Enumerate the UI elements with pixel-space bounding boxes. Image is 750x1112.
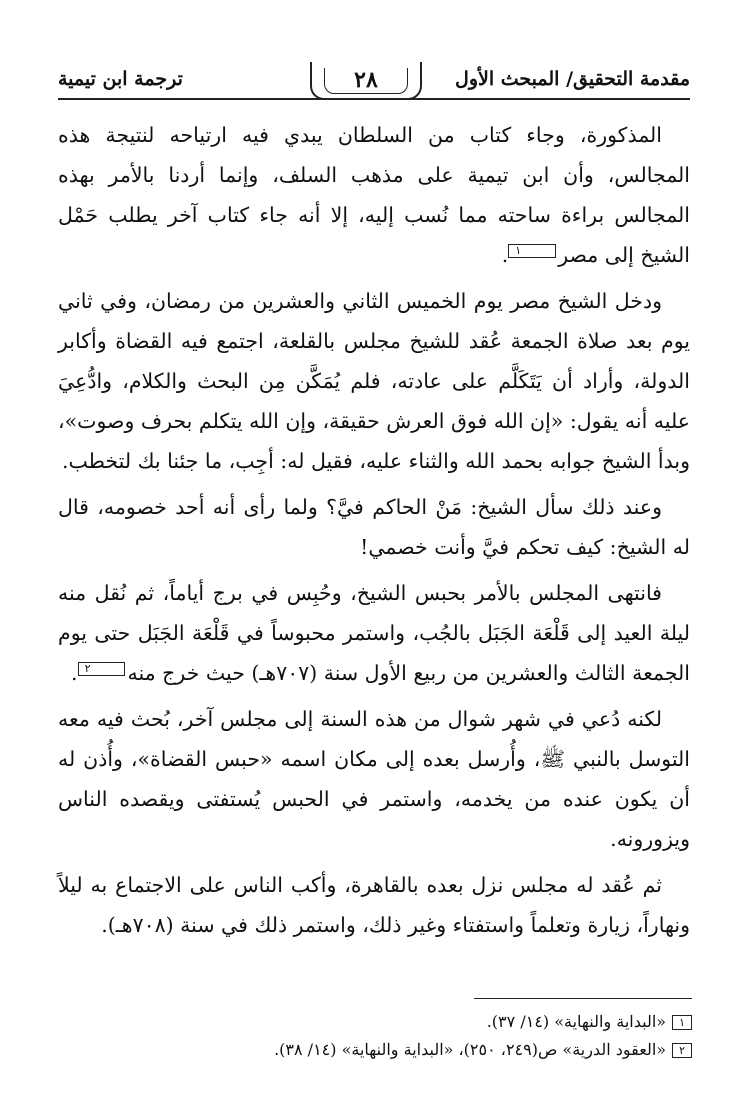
footnote-reference: ١ <box>508 244 556 258</box>
paragraph <box>58 281 690 481</box>
paragraph-tail: . <box>71 661 78 685</box>
paragraph <box>58 487 690 567</box>
footnote-number: ٢ <box>672 1043 692 1058</box>
footnote-reference: ٢ <box>78 662 126 676</box>
paragraph-tail: . <box>501 243 509 267</box>
footnote-text: «البداية والنهاية» (١٤/ ٣٧). <box>486 1012 667 1031</box>
header-divider <box>58 98 690 100</box>
paragraph-text: المذكورة، وجاء كتاب من السلطان يبدي فيه ارتياحه لنتيجة هذه المجالس، وأن ابن تيمية على مذهب السلف، وإنما أردنا بالأمر بهذه المجالس براءة ساحته مما نُسب إليه، إلا أنه جاء كتاب آخر يطلب حَمْل الشيخ إلى مصر <box>58 123 690 267</box>
paragraph <box>58 115 690 275</box>
footnote <box>60 1008 692 1036</box>
footnote-number: ١ <box>672 1015 692 1030</box>
page-header <box>58 62 690 106</box>
paragraph-text: ودخل الشيخ مصر يوم الخميس الثاني والعشرين من رمضان، وفي ثاني يوم بعد صلاة الجمعة عُقد للشيخ مجلس بالقلعة، اجتمع فيه القضاة وأكابر الدولة، وأراد أن يَتَكَلَّم على عادته، فلم يُمَكَّن مِن البحث والكلام، وادُّعِيَ عليه أنه يقول: «إن الله فوق العرش حقيقة، وإن الله يتكلم بحرف وصوت»، وبدأ الشيخ جوابه بحمد الله والثناء عليه، فقيل له: أجِب، ما جئنا بك لتخطب. <box>58 289 690 473</box>
paragraph <box>58 573 690 693</box>
footnote-text: «العقود الدرية» ص(٢٤٩، ٢٥٠)، «البداية والنهاية» (١٤/ ٣٨). <box>274 1040 667 1059</box>
chapter-title: مقدمة التحقيق/ المبحث الأول <box>455 68 690 90</box>
book-title: ترجمة ابن تيمية <box>58 68 183 90</box>
page-number: ٢٨ <box>324 68 408 94</box>
paragraph <box>58 865 690 945</box>
paragraph-text: لكنه دُعي في شهر شوال من هذه السنة إلى مجلس آخر، بُحث فيه معه التوسل بالنبي ﷺ، وأُرسل بعده إلى مكان اسمه «حبس القضاة»، وأُذن له أن يكون عنده من يخدمه، واستمر في الحبس يُستفتى ويقصده الناس ويزورونه. <box>58 707 690 851</box>
paragraph-text: وعند ذلك سأل الشيخ: مَنْ الحاكم فيَّ؟ ولما رأى أنه أحد خصومه، قال له الشيخ: كيف تحكم فيَّ وأنت خصمي! <box>58 495 690 559</box>
footnotes <box>60 1008 692 1064</box>
paragraph-text: فانتهى المجلس بالأمر بحبس الشيخ، وحُبِس في برج أياماً، ثم نُقل منه ليلة العيد إلى قَلْعَة الجَبَل بالجُب، واستمر محبوساً في قَلْعَة الجَبَل حتى يوم الجمعة الثالث والعشرين من ربيع الأول سنة (٧٠٧هـ) حيث خرج منه <box>58 581 690 685</box>
paragraph <box>58 699 690 859</box>
body-text <box>58 115 690 985</box>
paragraph-text: ثم عُقد له مجلس نزل بعده بالقاهرة، وأكب الناس على الاجتماع به ليلاً ونهاراً، زيارة وتعلماً واستفتاء وغير ذلك، واستمر ذلك في سنة (٧٠٨هـ). <box>58 873 690 937</box>
footnote-divider <box>474 998 692 999</box>
footnote <box>60 1036 692 1064</box>
page-number-frame <box>310 62 422 100</box>
